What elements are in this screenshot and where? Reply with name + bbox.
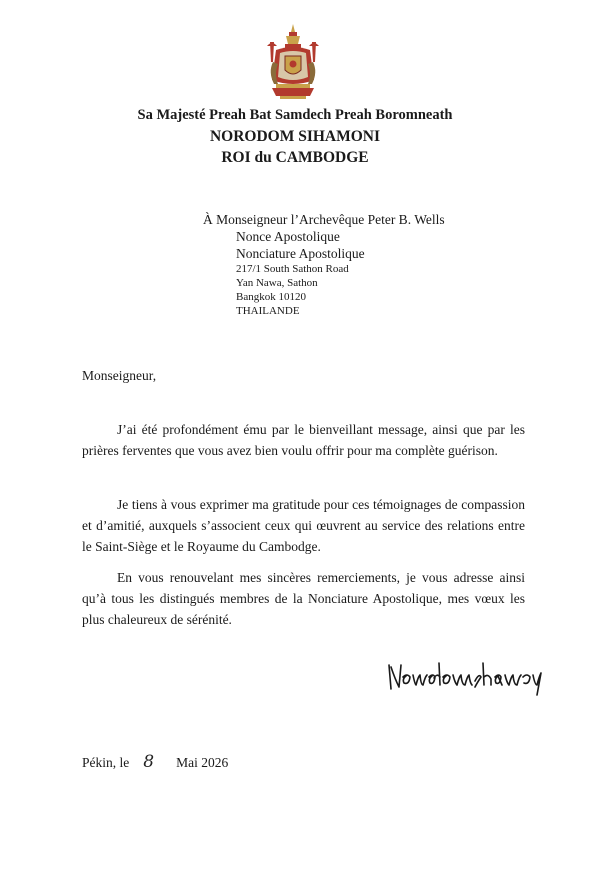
handwritten-signature bbox=[385, 655, 545, 697]
paragraph-text: J’ai été profondément ému par le bienveillant message, ainsi que par les prières ferventes que vous avez bien voulu offrir pour ma complète guérison. bbox=[82, 422, 525, 458]
letterhead-name-line: NORODOM SIHAMONI bbox=[209, 128, 381, 145]
recipient-title: Nonce Apostolique bbox=[236, 229, 340, 244]
date-line bbox=[82, 752, 228, 772]
recipient-street: 217/1 South Sathon Road bbox=[236, 263, 349, 275]
paragraph-text: Je tiens à vous exprimer ma gratitude pour ces témoignages de compassion et d’amitié, auxquels s’associent ceux qui œuvrent au service des relations entre le Saint-Siège et le Royaume du Cambodge. bbox=[82, 497, 525, 554]
body-paragraph-2 bbox=[82, 494, 525, 557]
recipient-district: Yan Nawa, Sathon bbox=[236, 277, 318, 289]
body-paragraph-3 bbox=[82, 567, 525, 630]
date-day-handwritten: 8 bbox=[143, 752, 155, 772]
letterhead bbox=[0, 105, 590, 168]
letterhead-title-line: Sa Majesté Preah Bat Samdech Preah Boromneath bbox=[137, 107, 453, 123]
royal-coat-of-arms-icon bbox=[262, 22, 324, 102]
recipient-organization: Nonciature Apostolique bbox=[236, 246, 365, 261]
letterhead-role-line: ROI du CAMBODGE bbox=[221, 149, 369, 166]
paragraph-text: En vous renouvelant mes sincères remerciements, je vous adresse ainsi qu’à tous les distingués membres de la Nonciature Apostolique, mes vœux les plus chaleureux de sérénité. bbox=[82, 570, 525, 627]
recipient-country: THAILANDE bbox=[236, 305, 300, 317]
body-paragraph-1 bbox=[82, 419, 525, 461]
date-place: Pékin, le bbox=[82, 755, 130, 770]
recipient-address-block bbox=[203, 211, 445, 318]
recipient-city: Bangkok 10120 bbox=[236, 291, 306, 303]
salutation: Monseigneur, bbox=[82, 368, 157, 383]
date-month-year: Mai 2026 bbox=[176, 755, 229, 770]
recipient-name: À Monseigneur l’Archevêque Peter B. Wells bbox=[203, 212, 445, 227]
